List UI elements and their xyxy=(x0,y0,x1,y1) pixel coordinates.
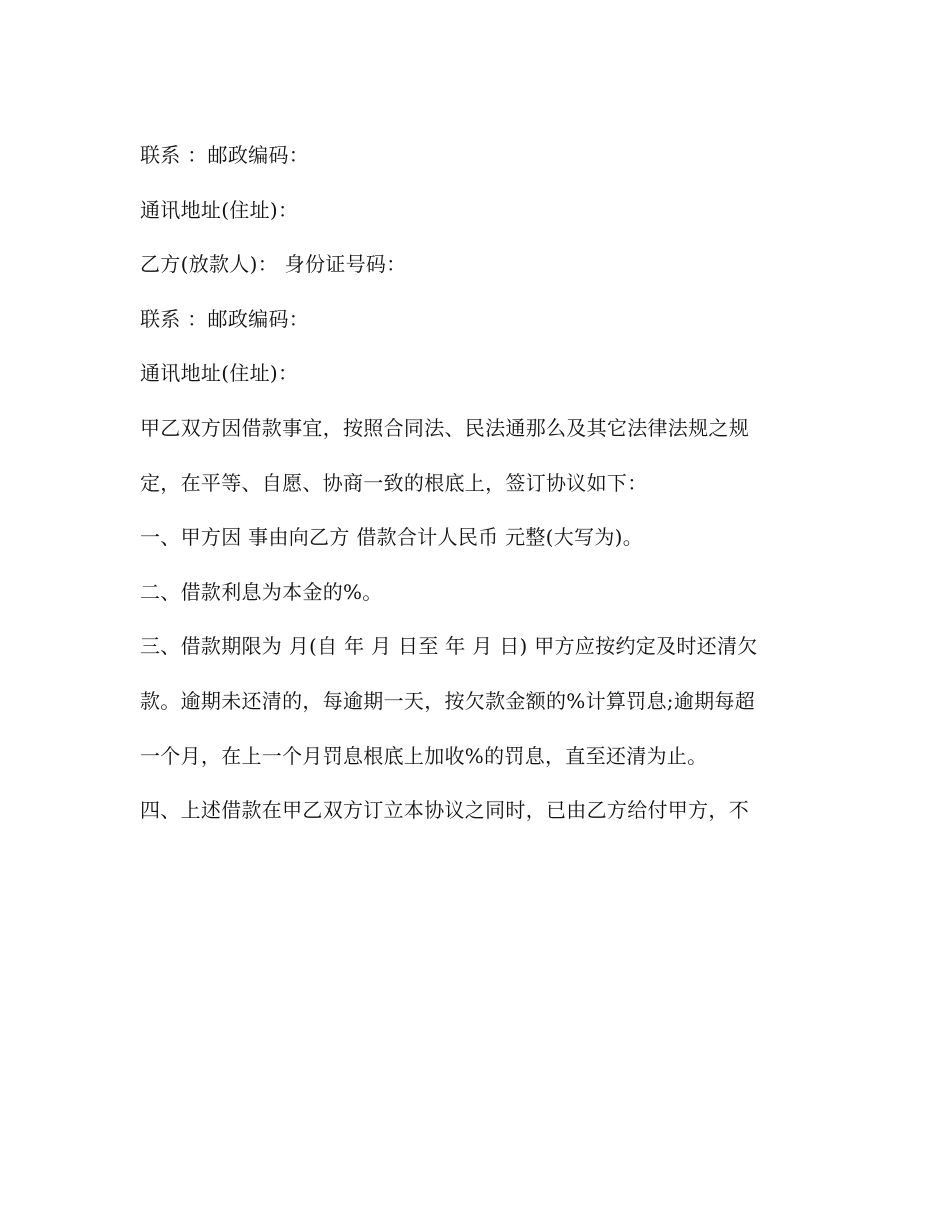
clause-3-line-2: 款。逾期未还清的，每逾期一天，按欠款金额的%计算罚息;逾期每超 xyxy=(140,688,756,713)
party-a-contact-line: 联系 ：邮政编码： xyxy=(140,143,310,167)
clause-2: 二、借款利息为本金的%。 xyxy=(140,579,383,604)
party-b-address-line: 通讯地址(住址)： xyxy=(140,361,299,386)
clause-3-line-3: 一个月，在上一个月罚息根底上加收%的罚息，直至还清为止。 xyxy=(140,743,708,768)
party-b-id-line: 乙方(放款人)： 身份证号码： xyxy=(140,252,407,277)
preamble-line-2: 定，在平等、自愿、协商一致的根底上，签订协议如下： xyxy=(140,470,648,495)
clause-3-line-1: 三、借款期限为 月(自 年 月 日至 年 月 日) 甲方应按约定及时还清欠 xyxy=(140,634,758,659)
document-body xyxy=(140,137,820,847)
clause-1: 一、甲方因 事由向乙方 借款合计人民币 元整(大写为)。 xyxy=(140,525,644,550)
party-a-address-line: 通讯地址(住址)： xyxy=(140,197,299,222)
preamble-line-1: 甲乙双方因借款事宜，按照合同法、民法通那么及其它法律法规之规 xyxy=(140,415,749,440)
clause-4-line-1: 四、上述借款在甲乙双方订立本协议之同时，已由乙方给付甲方，不 xyxy=(140,798,749,823)
party-b-contact-line: 联系 ：邮政编码： xyxy=(140,306,310,331)
